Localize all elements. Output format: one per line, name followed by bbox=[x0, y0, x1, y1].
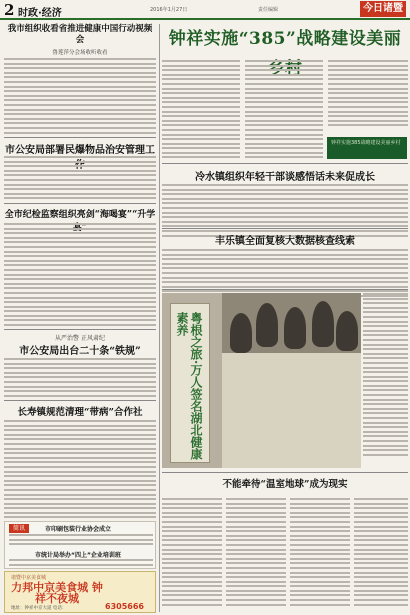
story-kicker: 从严治警 正风肃纪 bbox=[55, 335, 105, 342]
story-title: 我市组织收看省推进健康中国行动视频会 bbox=[7, 24, 153, 45]
story-body bbox=[4, 358, 156, 399]
briefs-tag: 简讯 bbox=[9, 524, 29, 533]
story-body bbox=[4, 58, 156, 136]
lead-headline: 钟祥实施“385”战略建设美丽 bbox=[168, 29, 402, 49]
crowd-image bbox=[222, 293, 361, 468]
divider bbox=[162, 289, 408, 290]
divider bbox=[162, 472, 408, 473]
ad-phone: 6305666 bbox=[105, 602, 144, 611]
ad-header: 诸暨中京美食城 bbox=[11, 575, 47, 581]
scroll-text: 粤根之旅·万人签名湖北健康素养 bbox=[175, 312, 203, 461]
story-title: 丰乐镇全面复核大数据核查线索 bbox=[215, 236, 355, 247]
story-subtitle: 鲁莲萍分会场收听收看 bbox=[52, 50, 108, 56]
story-title: 长寿镇规范清理“带病”合作社 bbox=[17, 407, 143, 418]
ad-headline: 力邦中京美食城 钟祥不夜城 bbox=[11, 581, 103, 605]
page-header bbox=[0, 0, 410, 20]
banner-scroll bbox=[170, 303, 210, 463]
left-column bbox=[4, 24, 156, 524]
photo-banner-text: 钟祥实施385战略建设美丽乡村 bbox=[331, 140, 401, 146]
section-title: 时政·经济 bbox=[18, 8, 62, 19]
story-title: 冷水镇组织年轻干部谈感悟话未来促成长 bbox=[195, 172, 375, 183]
story-body bbox=[4, 156, 156, 202]
issue-date: 2016年1月27日 bbox=[150, 7, 188, 13]
story-body bbox=[162, 249, 408, 300]
news-briefs bbox=[4, 521, 156, 569]
brief-body bbox=[9, 534, 153, 548]
brief-body bbox=[9, 559, 153, 568]
story-title: 不能牵待“温室地球”成为现实 bbox=[222, 479, 348, 490]
news-photo bbox=[162, 293, 361, 468]
lead-story-header bbox=[162, 24, 408, 56]
story-body bbox=[4, 223, 156, 329]
divider bbox=[4, 329, 156, 330]
story-title: 全市纪检监察组织亮剑“海喝宴”“升学 bbox=[4, 210, 156, 220]
divider bbox=[4, 400, 156, 401]
divider bbox=[4, 137, 156, 138]
lead-photo bbox=[327, 137, 407, 159]
story-body bbox=[162, 184, 408, 239]
ad-footer: 地址：钟祥中京大道 电话： bbox=[11, 606, 67, 611]
story-title: 市公安局出台二十条“铁规” bbox=[19, 346, 141, 357]
story-body bbox=[4, 420, 156, 530]
story-title: 市公安局部署民爆物品治安管理工 bbox=[5, 145, 155, 156]
advertisement bbox=[4, 571, 156, 613]
brief-title: 市统计局举办“四上”企业培训班 bbox=[35, 552, 121, 559]
divider bbox=[162, 163, 408, 164]
divider bbox=[4, 203, 156, 204]
brief-title: 市印刷包装行业协会成立 bbox=[45, 526, 112, 533]
newspaper-brand: 今日诸暨 bbox=[360, 1, 406, 17]
page-number: 2 bbox=[4, 1, 15, 19]
editor-label: 责任编辑 bbox=[258, 7, 279, 13]
column-divider bbox=[159, 24, 160, 612]
divider bbox=[162, 228, 408, 229]
